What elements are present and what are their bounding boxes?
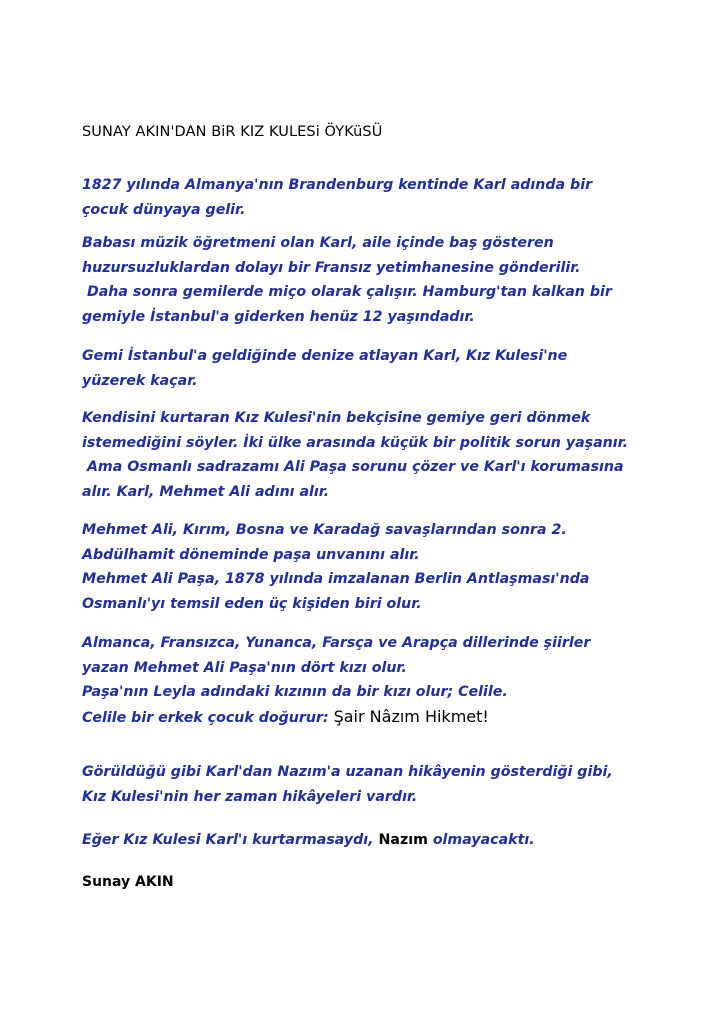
- paragraph-rescue: [82, 406, 682, 504]
- text-line: Görüldüğü gibi Karl'dan Nazım'a uzanan hikâyenin gösterdiği gibi,: [82, 764, 613, 780]
- document-title: SUNAY AKIN'DAN BiR KIZ KULESi ÖYKüSÜ: [82, 124, 383, 140]
- text-line: çocuk dünyaya gelir.: [82, 201, 246, 218]
- text-lead: Eğer Kız Kulesi Karl'ı kurtarmasaydı,: [82, 832, 379, 848]
- text-line: [82, 705, 682, 731]
- text-line: [82, 828, 682, 853]
- text-line: istemediğini söyler. İki ülke arasında küçük bir politik sorun yaşanır.: [82, 434, 628, 451]
- text-line: 1827 yılında Almanya'nın Brandenburg kentinde Karl adında bir: [82, 177, 593, 193]
- paragraph-conclusion: [82, 760, 682, 809]
- paragraph-birth: [82, 173, 682, 222]
- author-signature: Sunay AKIN: [82, 874, 174, 890]
- text-line: Mehmet Ali Paşa, 1878 yılında imzalanan Berlin Antlaşması'nda: [82, 571, 590, 587]
- text-line: Almanca, Fransızca, Yunanca, Farsça ve Arapça dillerinde şiirler: [82, 635, 591, 651]
- text-line: Babası müzik öğretmeni olan Karl, aile içinde baş gösteren: [82, 235, 554, 251]
- name-nazim: Nazım: [378, 832, 428, 848]
- text-line: gemiyle İstanbul'a giderken henüz 12 yaşındadır.: [82, 308, 475, 325]
- text-line: Daha sonra gemilerde miço olarak çalışır. Hamburg'tan kalkan bir: [82, 284, 612, 300]
- text-line: Ama Osmanlı sadrazamı Ali Paşa sorunu çözer ve Karl'ı korumasına: [82, 459, 624, 475]
- paragraph-childhood: [82, 231, 682, 329]
- text-line: Abdülhamit döneminde paşa unvanını alır.: [82, 546, 420, 563]
- text-line: Osmanlı'yı temsil eden üç kişiden biri olur.: [82, 595, 422, 612]
- text-line: Kız Kulesi'nin her zaman hikâyeleri vardır.: [82, 788, 418, 805]
- text-tail: olmayacaktı.: [427, 832, 535, 848]
- text-line: yazan Mehmet Ali Paşa'nın dört kızı olur.: [82, 659, 407, 676]
- text-line: Gemi İstanbul'a geldiğinde denize atlayan Karl, Kız Kulesi'ne: [82, 348, 568, 364]
- text-line: alır. Karl, Mehmet Ali adını alır.: [82, 483, 330, 500]
- text-line: yüzerek kaçar.: [82, 372, 198, 389]
- paragraph-final: [82, 828, 682, 853]
- text-lead: Celile bir erkek çocuk doğurur:: [82, 709, 334, 726]
- paragraph-family: [82, 631, 682, 730]
- highlight-name: Şair Nâzım Hikmet!: [333, 706, 489, 726]
- text-line: huzursuzluklardan dolayı bir Fransız yetimhanesine gönderilir.: [82, 259, 581, 276]
- paragraph-escape: [82, 344, 682, 393]
- paragraph-career: [82, 518, 682, 616]
- text-line: Kendisini kurtaran Kız Kulesi'nin bekçisine gemiye geri dönmek: [82, 410, 591, 426]
- text-line: Mehmet Ali, Kırım, Bosna ve Karadağ savaşlarından sonra 2.: [82, 522, 567, 538]
- text-line: Paşa'nın Leyla adındaki kızının da bir kızı olur; Celile.: [82, 684, 508, 700]
